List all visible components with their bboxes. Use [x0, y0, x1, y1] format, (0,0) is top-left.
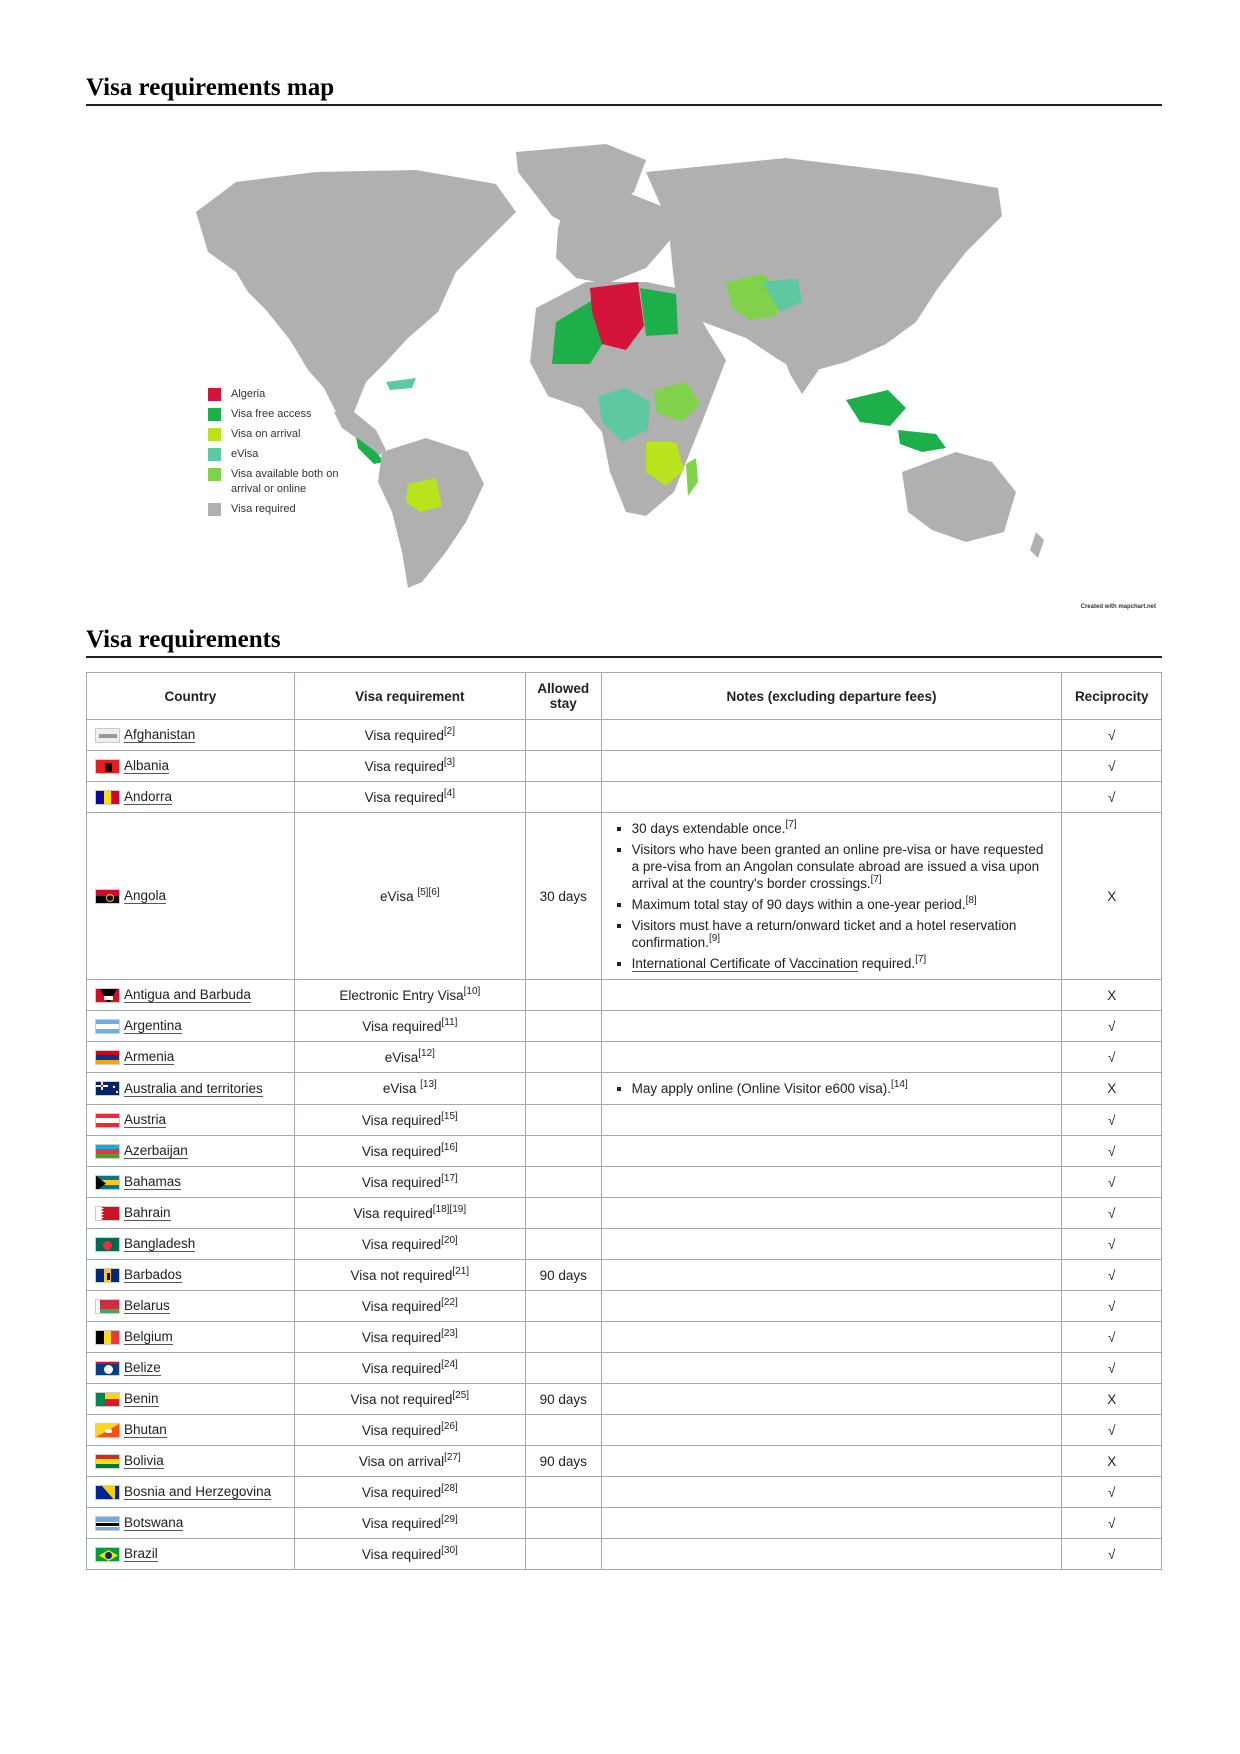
allowed-stay-cell [525, 1353, 601, 1384]
reciprocity-cell: √ [1062, 1291, 1162, 1322]
note-item [632, 955, 1054, 972]
visa-requirement-cell [294, 782, 525, 813]
country-link[interactable]: Albania [124, 758, 170, 774]
reciprocity-cell: √ [1062, 1322, 1162, 1353]
visa-requirement-cell [294, 980, 525, 1011]
bhutan-flag-icon [95, 1423, 120, 1438]
benin-flag-icon [95, 1392, 120, 1407]
bahrain-flag-icon [95, 1206, 120, 1221]
note-item [632, 820, 1054, 837]
allowed-stay-cell [525, 1073, 601, 1105]
citation-ref[interactable]: [28] [441, 1482, 458, 1494]
table-row [87, 1198, 1162, 1229]
visa-requirement-cell [294, 1291, 525, 1322]
country-cell [87, 1291, 295, 1322]
world-map-image [86, 112, 1162, 612]
visa-requirement-text: Electronic Entry Visa [339, 987, 464, 1003]
bangladesh-flag-icon [95, 1237, 120, 1252]
notes-cell [601, 1260, 1062, 1291]
country-cell [87, 1229, 295, 1260]
citation-ref[interactable]: [3] [443, 756, 456, 768]
legend-swatch [208, 448, 221, 461]
allowed-stay-cell [525, 1198, 601, 1229]
table-row [87, 1539, 1162, 1570]
australia-flag-icon [95, 1081, 120, 1096]
notes-cell [601, 1167, 1062, 1198]
table-header-row [87, 673, 1162, 720]
note-item [632, 896, 1054, 913]
andorra-flag-icon [95, 790, 120, 805]
visa-requirement-cell [294, 1353, 525, 1384]
armenia-flag-icon [95, 1050, 120, 1065]
country-link[interactable]: Bosnia and Herzegovina [124, 1484, 272, 1500]
visa-requirement-cell [294, 1167, 525, 1198]
allowed-stay-cell [525, 1291, 601, 1322]
legend-label: Visa required [231, 503, 296, 515]
table-row [87, 1384, 1162, 1415]
legend-swatch [208, 468, 221, 481]
legend-label: eVisa [231, 448, 259, 460]
visa-requirement-text: Visa required [361, 1360, 442, 1376]
legend-swatch [208, 408, 221, 421]
country-cell [87, 1539, 295, 1570]
visa-requirement-cell [294, 751, 525, 782]
citation-ref[interactable]: [30] [441, 1544, 458, 1556]
table-row [87, 813, 1162, 980]
visa-requirement-text: Visa required [361, 1515, 442, 1531]
citation-ref[interactable]: [24] [441, 1358, 458, 1370]
citation-ref[interactable]: [20] [441, 1234, 458, 1246]
notes-cell [601, 813, 1062, 980]
country-cell [87, 1011, 295, 1042]
visa-requirement-cell [294, 1415, 525, 1446]
legend-label: Visa available both on arrival or online [231, 468, 339, 495]
country-cell [87, 1322, 295, 1353]
country-link[interactable]: Afghanistan [124, 727, 196, 743]
table-row [87, 720, 1162, 751]
country-link[interactable]: Bangladesh [124, 1236, 196, 1252]
legend-swatch [208, 388, 221, 401]
citation-ref[interactable]: [4] [443, 787, 456, 799]
reciprocity-cell: √ [1062, 1260, 1162, 1291]
table-row [87, 1011, 1162, 1042]
reciprocity-cell: X [1062, 980, 1162, 1011]
country-link[interactable]: Azerbaijan [124, 1143, 188, 1159]
visa-requirement-text: Visa required [361, 1236, 442, 1252]
table-section-heading: Visa requirements [86, 626, 1162, 658]
citation-ref[interactable]: [7] [870, 874, 882, 885]
country-cell [87, 1198, 295, 1229]
botswana-flag-icon [95, 1516, 120, 1531]
citation-ref[interactable]: [15] [441, 1110, 458, 1122]
visa-requirement-text: Visa required [361, 1174, 442, 1190]
visa-requirement-text: eVisa [384, 1049, 419, 1065]
allowed-stay-cell [525, 1011, 601, 1042]
reciprocity-cell: √ [1062, 1011, 1162, 1042]
notes-cell [601, 1353, 1062, 1384]
legend-label: Algeria [231, 388, 266, 400]
notes-cell [601, 1446, 1062, 1477]
visa-requirement-cell [294, 1384, 525, 1415]
country-link[interactable]: Andorra [124, 789, 173, 805]
table-row [87, 1042, 1162, 1073]
map-legend [208, 387, 371, 522]
table-row [87, 1105, 1162, 1136]
notes-cell [601, 1539, 1062, 1570]
legend-item [208, 447, 371, 462]
allowed-stay-cell [525, 1136, 601, 1167]
reciprocity-cell: √ [1062, 1539, 1162, 1570]
visa-requirement-cell [294, 1198, 525, 1229]
country-cell [87, 1260, 295, 1291]
allowed-stay-cell [525, 1415, 601, 1446]
note-text: May apply online (Online Visitor e600 visa). [631, 1081, 892, 1096]
belarus-flag-icon [95, 1299, 120, 1314]
country-link[interactable]: Bahrain [124, 1205, 171, 1221]
reciprocity-cell: √ [1062, 1042, 1162, 1073]
country-link[interactable]: Botswana [124, 1515, 184, 1531]
reciprocity-cell: √ [1062, 1415, 1162, 1446]
reciprocity-cell: √ [1062, 1229, 1162, 1260]
country-link[interactable]: Bolivia [124, 1453, 164, 1469]
notes-cell [601, 1477, 1062, 1508]
legend-swatch [208, 428, 221, 441]
table-body [87, 720, 1162, 1570]
visa-requirement-text: eVisa [380, 888, 418, 904]
table-row [87, 1136, 1162, 1167]
citation-ref[interactable]: [9] [708, 933, 721, 944]
citation-ref[interactable]: [14] [891, 1079, 908, 1090]
visa-requirement-cell [294, 1105, 525, 1136]
country-link[interactable]: Bahamas [124, 1174, 182, 1190]
country-link[interactable]: Armenia [124, 1049, 175, 1065]
visa-requirement-cell [294, 1136, 525, 1167]
notes-cell [601, 1508, 1062, 1539]
citation-ref[interactable]: [13] [420, 1079, 437, 1090]
reciprocity-cell: √ [1062, 1198, 1162, 1229]
visa-requirement-cell [294, 1011, 525, 1042]
country-link[interactable]: Belarus [124, 1298, 170, 1314]
belgium-flag-icon [95, 1330, 120, 1345]
visa-requirement-cell [294, 1229, 525, 1260]
barbados-flag-icon [95, 1268, 120, 1283]
visa-requirement-text: Visa required [353, 1205, 433, 1221]
note-text: Visitors must have a return/onward ticket and a hotel reservation confirmation. [631, 918, 1017, 950]
visa-requirement-text: Visa required [361, 1143, 442, 1159]
reciprocity-cell: √ [1062, 751, 1162, 782]
allowed-stay-cell [525, 1322, 601, 1353]
header-country: Country [87, 673, 295, 720]
visa-requirement-text: Visa not required [350, 1267, 453, 1283]
visa-requirement-cell [294, 1260, 525, 1291]
header-visa-requirement: Visa requirement [294, 673, 525, 720]
visa-requirement-text: Visa required [364, 758, 444, 774]
reciprocity-cell: √ [1062, 1508, 1162, 1539]
country-link[interactable]: Austria [124, 1112, 167, 1128]
notes-list [610, 820, 1054, 972]
country-cell [87, 813, 295, 980]
reciprocity-cell: X [1062, 1384, 1162, 1415]
country-cell [87, 1353, 295, 1384]
allowed-stay-cell [525, 1539, 601, 1570]
country-link[interactable]: Belize [124, 1360, 161, 1376]
brazil-flag-icon [95, 1547, 120, 1562]
visa-requirement-text: Visa required [361, 1298, 442, 1314]
visa-map [86, 112, 1162, 612]
azerbaijan-flag-icon [95, 1144, 120, 1159]
visa-requirement-cell [294, 1073, 525, 1105]
legend-item [208, 467, 371, 497]
visa-requirement-text: Visa required [362, 1018, 442, 1034]
page [86, 74, 1162, 1570]
visa-requirement-text: Visa required [361, 1329, 442, 1345]
country-cell [87, 782, 295, 813]
note-text: required. [858, 956, 916, 971]
bahamas-flag-icon [95, 1175, 120, 1190]
allowed-stay-cell [525, 1105, 601, 1136]
reciprocity-cell: X [1062, 1073, 1162, 1105]
country-cell [87, 1042, 295, 1073]
citation-ref[interactable]: [12] [418, 1047, 435, 1059]
country-cell [87, 1167, 295, 1198]
citation-ref[interactable]: [18][19] [432, 1203, 467, 1215]
reciprocity-cell: X [1062, 1446, 1162, 1477]
legend-label: Visa on arrival [231, 428, 301, 440]
visa-requirement-cell [294, 813, 525, 980]
visa-requirement-text: Visa on arrival [358, 1453, 445, 1469]
allowed-stay-cell [525, 1229, 601, 1260]
table-row [87, 1073, 1162, 1105]
afghanistan-flag-icon [95, 728, 120, 743]
notes-cell [601, 1384, 1062, 1415]
note-link[interactable]: International Certificate of Vaccination [631, 956, 859, 971]
note-text: Maximum total stay of 90 days within a one-year period. [631, 897, 966, 912]
visa-requirement-text: Visa required [361, 1422, 442, 1438]
allowed-stay-cell: 30 days [525, 813, 601, 980]
visa-requirement-cell [294, 1042, 525, 1073]
country-cell [87, 980, 295, 1011]
legend-item [208, 502, 371, 517]
citation-ref[interactable]: [21] [452, 1265, 470, 1277]
notes-cell [601, 1322, 1062, 1353]
country-cell [87, 720, 295, 751]
reciprocity-cell: √ [1062, 720, 1162, 751]
table-row [87, 782, 1162, 813]
table-row [87, 1353, 1162, 1384]
note-text: Visitors who have been granted an online pre-visa or have requested a pre-visa from an Angolan consulate abroad are issued a visa upon arrival at the country's border crossings. [631, 842, 1044, 891]
country-link[interactable]: Australia and territories [124, 1080, 263, 1096]
header-reciprocity: Reciprocity [1062, 673, 1162, 720]
country-cell [87, 1477, 295, 1508]
country-link[interactable]: Bhutan [124, 1422, 167, 1438]
visa-requirements-table [86, 672, 1162, 1570]
visa-requirement-text: Visa not required [350, 1391, 453, 1407]
legend-item [208, 387, 371, 402]
antigua-flag-icon [95, 988, 120, 1003]
visa-requirement-text: Visa required [361, 1484, 442, 1500]
notes-cell [601, 1073, 1062, 1105]
allowed-stay-cell: 90 days [525, 1384, 601, 1415]
allowed-stay-cell [525, 1508, 601, 1539]
table-row [87, 751, 1162, 782]
map-section-heading: Visa requirements map [86, 74, 1162, 106]
country-link[interactable]: Brazil [124, 1546, 158, 1562]
map-credit: Created with mapchart.net [1080, 604, 1156, 610]
austria-flag-icon [95, 1113, 120, 1128]
notes-cell [601, 1198, 1062, 1229]
allowed-stay-cell: 90 days [525, 1260, 601, 1291]
table-row [87, 1477, 1162, 1508]
citation-ref[interactable]: [16] [441, 1141, 458, 1153]
visa-requirement-text: Visa required [361, 1546, 442, 1562]
citation-ref[interactable]: [22] [441, 1296, 458, 1308]
citation-ref[interactable]: [7] [785, 819, 797, 830]
notes-list [610, 1080, 1054, 1097]
notes-cell [601, 1291, 1062, 1322]
notes-cell [601, 1415, 1062, 1446]
allowed-stay-cell [525, 751, 601, 782]
notes-cell [601, 980, 1062, 1011]
allowed-stay-cell [525, 1477, 601, 1508]
note-item [632, 917, 1054, 951]
bolivia-flag-icon [95, 1454, 120, 1469]
citation-ref[interactable]: [26] [441, 1420, 458, 1432]
table-row [87, 1229, 1162, 1260]
reciprocity-cell: √ [1062, 1477, 1162, 1508]
country-link[interactable]: Benin [124, 1391, 159, 1407]
citation-ref[interactable]: [2] [443, 725, 456, 737]
table-row [87, 1322, 1162, 1353]
table-row [87, 980, 1162, 1011]
legend-item [208, 427, 371, 442]
country-link[interactable]: Angola [124, 888, 167, 904]
visa-requirement-cell [294, 1539, 525, 1570]
citation-ref[interactable]: [27] [444, 1451, 461, 1463]
legend-item [208, 407, 371, 422]
country-cell [87, 751, 295, 782]
visa-requirement-text: Visa required [364, 789, 444, 805]
notes-cell [601, 1229, 1062, 1260]
notes-cell [601, 1136, 1062, 1167]
notes-cell [601, 782, 1062, 813]
citation-ref[interactable]: [11] [441, 1016, 458, 1028]
citation-ref[interactable]: [7] [915, 954, 927, 965]
notes-cell [601, 1042, 1062, 1073]
note-item [632, 841, 1054, 892]
citation-ref[interactable]: [29] [441, 1513, 458, 1525]
legend-label: Visa free access [231, 408, 312, 420]
reciprocity-cell: √ [1062, 1167, 1162, 1198]
reciprocity-cell: √ [1062, 1136, 1162, 1167]
notes-cell [601, 1011, 1062, 1042]
allowed-stay-cell [525, 720, 601, 751]
visa-requirement-text: eVisa [382, 1081, 421, 1096]
citation-ref[interactable]: [5][6] [417, 886, 440, 898]
notes-cell [601, 1105, 1062, 1136]
citation-ref[interactable]: [17] [441, 1172, 458, 1184]
argentina-flag-icon [95, 1019, 120, 1034]
country-cell [87, 1136, 295, 1167]
table-row [87, 1260, 1162, 1291]
legend-swatch [208, 503, 221, 516]
allowed-stay-cell [525, 1042, 601, 1073]
country-cell [87, 1446, 295, 1477]
visa-requirement-cell [294, 1477, 525, 1508]
allowed-stay-cell [525, 980, 601, 1011]
visa-requirement-cell [294, 720, 525, 751]
table-row [87, 1291, 1162, 1322]
allowed-stay-cell [525, 1167, 601, 1198]
visa-requirement-cell [294, 1322, 525, 1353]
header-allowed-stay: Allowed stay [525, 673, 601, 720]
country-link[interactable]: Belgium [124, 1329, 173, 1345]
citation-ref[interactable]: [10] [463, 985, 481, 997]
visa-requirement-cell [294, 1446, 525, 1477]
albania-flag-icon [95, 759, 120, 774]
angola-flag-icon [95, 889, 120, 904]
allowed-stay-cell [525, 782, 601, 813]
country-cell [87, 1384, 295, 1415]
table-row [87, 1415, 1162, 1446]
notes-cell [601, 720, 1062, 751]
country-link[interactable]: Argentina [124, 1018, 182, 1034]
allowed-stay-cell: 90 days [525, 1446, 601, 1477]
visa-requirement-text: Visa required [361, 1112, 442, 1128]
reciprocity-cell: √ [1062, 1353, 1162, 1384]
note-text: 30 days extendable once. [631, 821, 786, 836]
country-link[interactable]: Barbados [124, 1267, 182, 1283]
table-row [87, 1446, 1162, 1477]
visa-requirement-text: Visa required [364, 727, 444, 743]
table-row [87, 1167, 1162, 1198]
country-cell [87, 1105, 295, 1136]
bosnia-flag-icon [95, 1485, 120, 1500]
notes-cell [601, 751, 1062, 782]
country-cell [87, 1073, 295, 1105]
reciprocity-cell: √ [1062, 782, 1162, 813]
citation-ref[interactable]: [23] [441, 1327, 458, 1339]
table-row [87, 1508, 1162, 1539]
country-cell [87, 1415, 295, 1446]
reciprocity-cell: √ [1062, 1105, 1162, 1136]
country-link[interactable]: Antigua and Barbuda [124, 987, 251, 1003]
note-item [632, 1080, 1054, 1097]
country-cell [87, 1508, 295, 1539]
header-notes: Notes (excluding departure fees) [601, 673, 1062, 720]
citation-ref[interactable]: [25] [452, 1389, 470, 1401]
belize-flag-icon [95, 1361, 120, 1376]
citation-ref[interactable]: [8] [965, 895, 977, 906]
visa-requirement-cell [294, 1508, 525, 1539]
reciprocity-cell: X [1062, 813, 1162, 980]
